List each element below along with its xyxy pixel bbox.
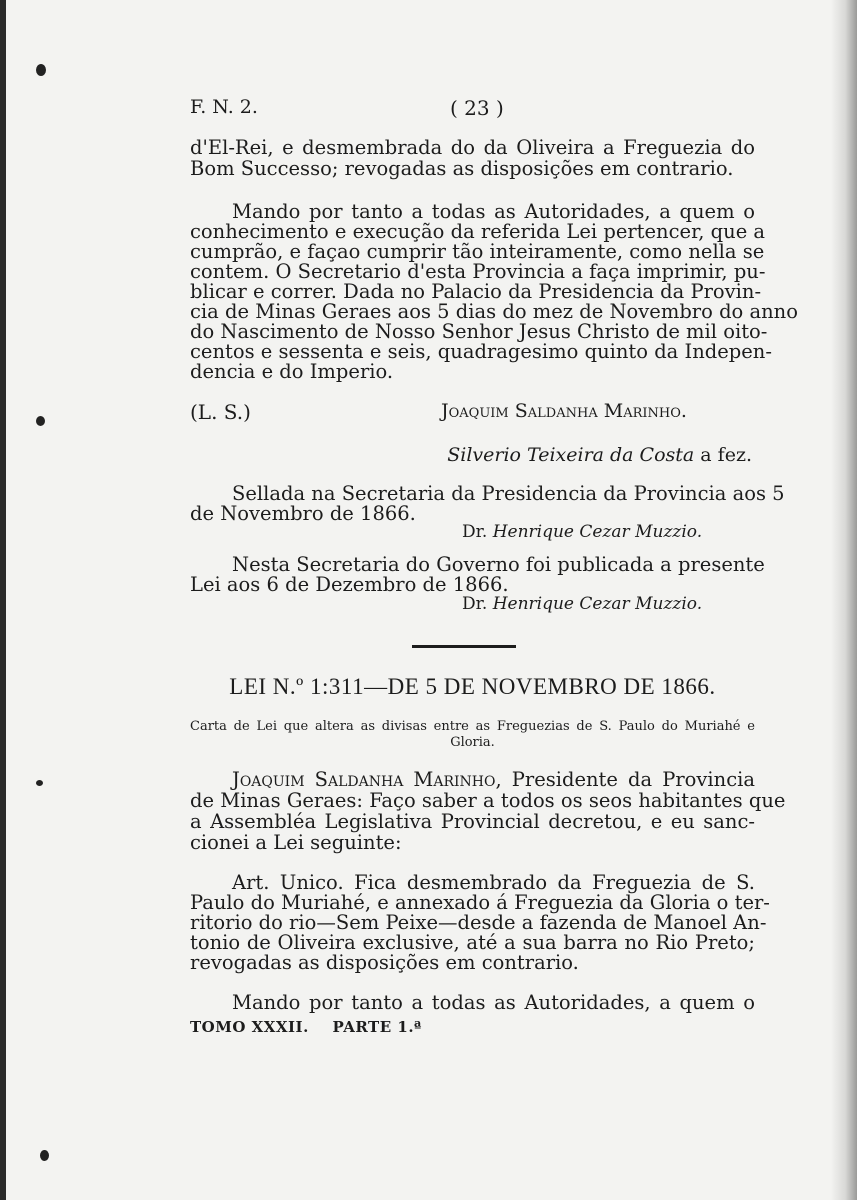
text-line: conhecimento e execução da referida Lei pertencer, que a: [190, 220, 766, 243]
text-line: Bom Successo; revogadas as disposições em contrario.: [190, 157, 734, 180]
section-divider: [412, 645, 516, 648]
ink-speck: [36, 64, 46, 76]
summary-line: Carta de Lei que altera as divisas entre as Freguezias de S. Paulo do Muriahé e: [190, 719, 755, 734]
ink-speck: [40, 1150, 49, 1161]
article-line: tonio de Oliveira exclusive, até a sua barra no Rio Preto;: [190, 931, 755, 954]
page-right-edge: [831, 0, 857, 1200]
ink-speck: [36, 416, 45, 426]
signature-governor: Joaquim Saldanha Marinho.: [441, 400, 687, 422]
text-line: de Novembro de 1866.: [190, 502, 416, 525]
text-line: cumprão, e façao cumprir tão inteiramente, como nella se: [190, 240, 765, 263]
page-header: [190, 96, 755, 120]
clerk-name: Silverio Teixeira da Costa: [447, 444, 695, 466]
article-line: Paulo do Muriahé, e annexado á Freguezia da Gloria o ter-: [190, 891, 770, 914]
page-footer: [190, 1018, 422, 1036]
text-line: Mando por tanto a todas as Autoridades, a quem o: [232, 200, 755, 223]
doctor-name: Henrique Cezar Muzzio.: [492, 594, 703, 614]
text-line: dencia e do Imperio.: [190, 360, 394, 383]
clerk-suffix: a fez.: [700, 444, 752, 466]
article-line: revogadas as disposições em contrario.: [190, 951, 579, 974]
doctor-title: Dr.: [462, 522, 488, 542]
text-line: contem. O Secretario d'esta Provincia a faça imprimir, pu-: [190, 260, 766, 283]
part-mark: PARTE 1.ª: [332, 1018, 422, 1036]
signature-secretary-2: [462, 594, 702, 614]
page-number: ( 23 ): [450, 96, 504, 120]
page-left-edge: [0, 0, 6, 1200]
signature-secretary-1: [462, 522, 702, 542]
intro-text: , Presidente da Provincia: [495, 768, 755, 791]
text-line: cionei a Lei seguinte:: [190, 831, 402, 854]
text-line: cia de Minas Geraes aos 5 dias do mez de Novembro do anno: [190, 300, 798, 323]
seal-mark: (L. S.): [190, 400, 251, 424]
text-line: Nesta Secretaria do Governo foi publicada a presente: [232, 553, 765, 576]
volume-mark: TOMO XXXII.: [190, 1018, 309, 1036]
text-line: do Nascimento de Nosso Senhor Jesus Christo de mil oito-: [190, 320, 768, 343]
ink-speck: [36, 780, 43, 786]
article-line: ritorio do rio—Sem Peixe—desde a fazenda de Manoel An-: [190, 911, 767, 934]
text-line: centos e sessenta e seis, quadragesimo quinto da Indepen-: [190, 340, 772, 363]
doctor-name: Henrique Cezar Muzzio.: [492, 522, 703, 542]
summary-line: Gloria.: [450, 735, 495, 750]
text-line: a Assembléa Legislativa Provincial decretou, e eu sanc-: [190, 810, 755, 833]
text-line: de Minas Geraes: Faço saber a todos os seos habitantes que: [190, 789, 786, 812]
text-line: d'El-Rei, e desmembrada do da Oliveira a Freguezia do: [190, 136, 755, 159]
text-line: blicar e correr. Dada no Palacio da Presidencia da Provin-: [190, 280, 762, 303]
text-line: Sellada na Secretaria da Presidencia da Provincia aos 5: [232, 482, 785, 505]
text-line: Mando por tanto a todas as Autoridades, a quem o: [232, 991, 755, 1014]
law-title: LEI N.º 1:311—DE 5 DE NOVEMBRO DE 1866.: [229, 674, 716, 699]
collection-mark: F. N. 2.: [190, 96, 258, 118]
text-line: Lei aos 6 de Dezembro de 1866.: [190, 573, 509, 596]
governor-name: Joaquim Saldanha Marinho: [232, 768, 496, 791]
clerk-line: [447, 444, 752, 466]
doctor-title: Dr.: [462, 594, 488, 614]
article-line: Art. Unico. Fica desmembrado da Freguezia de S.: [232, 871, 755, 894]
